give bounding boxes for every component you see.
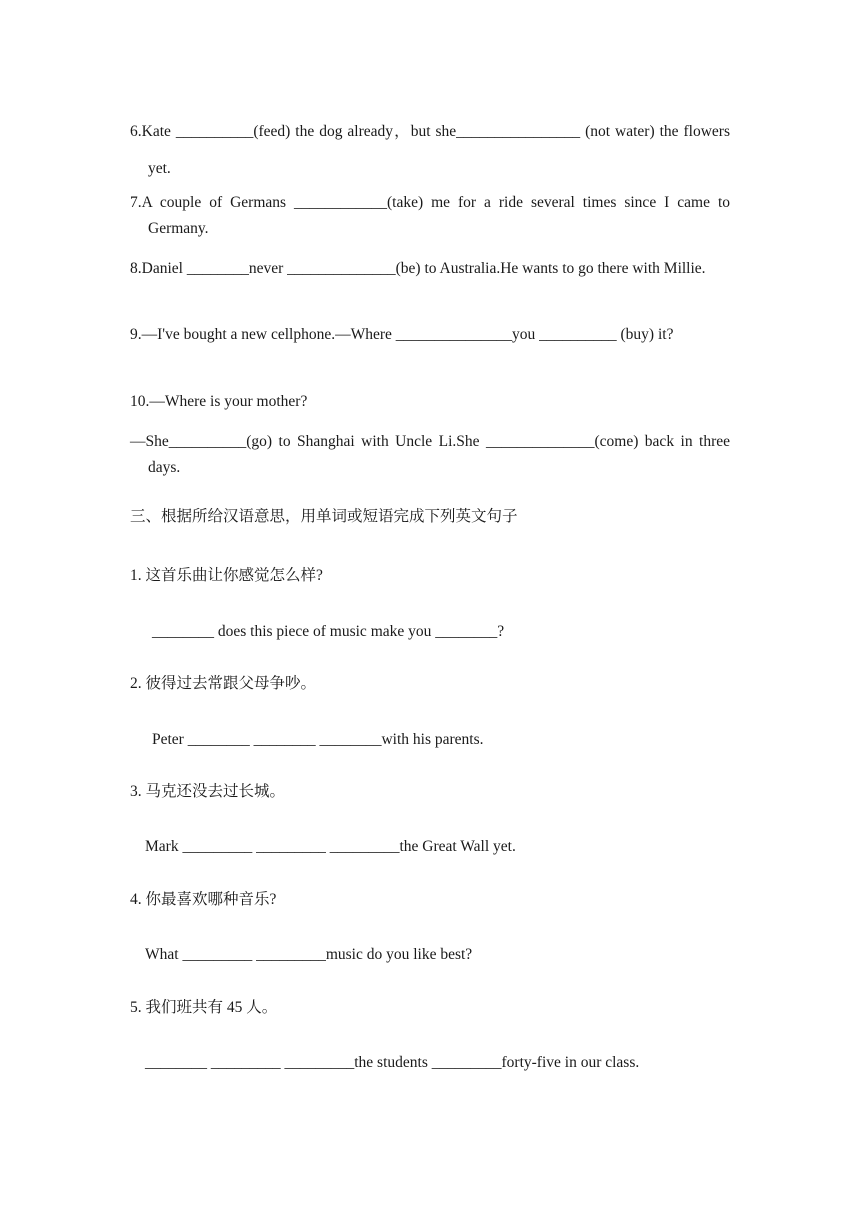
section-3-heading: 三、根据所给汉语意思，用单词或短语完成下列英文句子 bbox=[130, 508, 518, 525]
question-text: —I've bought a new cellphone.—Where _______________you __________ (buy) it? bbox=[141, 326, 674, 343]
question-number: 6. bbox=[130, 123, 142, 140]
question-number: 10. bbox=[130, 393, 150, 410]
section-3-item-4-chinese: 4. 你最喜欢哪种音乐? bbox=[130, 891, 277, 908]
question-text: Kate __________(feed) the dog already，but she________________ (not water) the flowers yet. bbox=[141, 123, 730, 177]
question-8 bbox=[130, 256, 730, 282]
question-text: Daniel ________never ______________(be) to Australia.He wants to go there with Millie. bbox=[141, 260, 706, 277]
question-6 bbox=[130, 113, 730, 187]
question-9 bbox=[130, 322, 730, 348]
question-number: 8. bbox=[130, 260, 142, 277]
question-text: —She__________(go) to Shanghai with Uncle Li.She ______________(come) back in three days. bbox=[130, 433, 730, 476]
section-3-item-1-english: ________ does this piece of music make you ________? bbox=[152, 623, 505, 640]
section-3-item-1-chinese: 1. 这首乐曲让你感觉怎么样? bbox=[130, 567, 323, 584]
section-3-item-4-english: What _________ _________music do you like best? bbox=[145, 946, 473, 963]
question-10-answer-line bbox=[130, 429, 730, 481]
question-7 bbox=[130, 190, 730, 242]
section-3-item-2-chinese: 2. 彼得过去常跟父母争吵。 bbox=[130, 675, 317, 692]
section-3-item-5-english: ________ _________ _________the students _________forty-five in our class. bbox=[145, 1054, 640, 1071]
section-3-item-5-chinese: 5. 我们班共有 45 人。 bbox=[130, 999, 278, 1016]
section-3-item-2-english: Peter ________ ________ ________with his parents. bbox=[152, 731, 484, 748]
question-number: 9. bbox=[130, 326, 142, 343]
section-3-item-3-chinese: 3. 马克还没去过长城。 bbox=[130, 783, 286, 800]
question-number: 7. bbox=[130, 194, 142, 211]
section-3-item-3-english: Mark _________ _________ _________the Great Wall yet. bbox=[145, 838, 516, 855]
question-text: A couple of Germans ____________(take) me for a ride several times since I came to Germany. bbox=[141, 194, 730, 237]
question-10 bbox=[130, 389, 730, 415]
question-text: —Where is your mother? bbox=[149, 393, 308, 410]
